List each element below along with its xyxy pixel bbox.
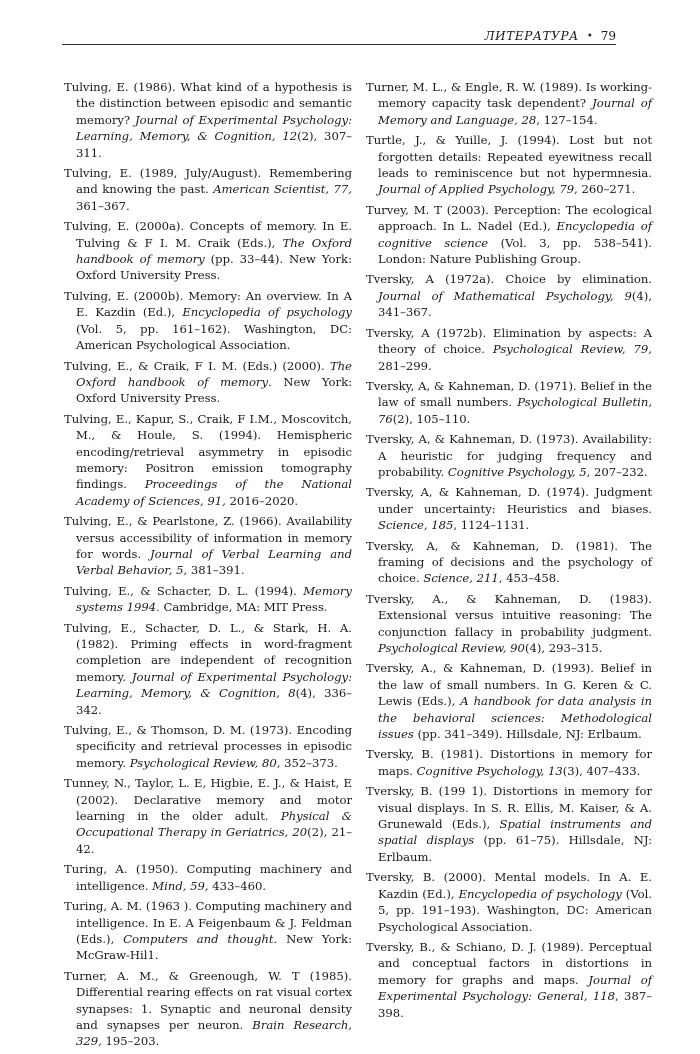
reference-source-italic: Journal of Memory and Language, 28,: [378, 96, 653, 127]
reference-source-italic: Memory systems 1994: [76, 583, 352, 615]
reference-text: Tversky, A, & Kahneman, D. (1981). The framing of decisions and the psychology of choice.: [366, 538, 652, 586]
running-title: ЛИТЕРАТУРА: [484, 29, 579, 43]
reference-source-italic: Science, 185: [378, 518, 454, 533]
reference-text: , 260–271.: [574, 182, 636, 197]
reference-text: . New York: McGraw-Hil1.: [76, 931, 352, 963]
reference-text: Tulving, E., & Pearlstone, Z. (1966). Availability versus accessibility of information in memory for words.: [64, 514, 352, 561]
reference-source-italic: Brain Research, 329,: [76, 1017, 352, 1049]
reference-text: (2), 21–42.: [76, 825, 353, 856]
reference-text: (4), 341–367.: [378, 288, 652, 320]
reference-text: Tulving, E. (2000b). Memory: An overview. In A E. Kazdin (Ed.),: [64, 288, 352, 320]
reference-source-italic: Cognitive Psychology, 13: [416, 763, 563, 778]
reference-source-italic: Science, 211: [423, 571, 499, 586]
reference-entry: [366, 79, 652, 128]
reference-source-italic: Psychological Review, 90: [378, 641, 525, 655]
reference-source-italic: A handbook for data analysis in the behavioral sciences: Methodological issues: [378, 694, 653, 742]
reference-entry: [366, 484, 652, 533]
reference-source-italic: Journal of Experimental Psychology: Learning, Memory, & Cognition, 8: [76, 669, 352, 701]
reference-text: Tversky, A (1972b). Elimination by aspects: A theory of choice.: [366, 325, 652, 357]
reference-text: Tulving, E., Kapur, S., Craik, F I.M., Moscovitch, M., & Houle, S. (1994). Hemispheric encoding/retrieval asymmetry in episodic memory: Positron emission tomography findings.: [64, 411, 352, 492]
reference-text: . New York: Oxford University Press.: [76, 374, 352, 406]
reference-source-italic: Cognitive Psychology, 5: [447, 464, 587, 479]
reference-text: Turing, A. (1950). Computing machinery and intelligence.: [64, 862, 352, 893]
reference-text: Tulving, E. (2000a). Concepts of memory. In E. Tulving & F I. M. Craik (Eds.),: [64, 219, 352, 250]
reference-text: Tversky, A (1972a). Choice by elimination.: [366, 272, 652, 287]
reference-text: Turtle, J., & Yuille, J. (1994). Lost but not forgotten details: Repeated eyewitness recall leads to reminiscence but not hypermnesia.: [366, 133, 652, 181]
reference-text: , 453–458.: [498, 571, 560, 586]
reference-text: , 381–391.: [183, 563, 245, 578]
header-bullet: •: [586, 30, 593, 42]
reference-entry: [366, 378, 652, 427]
reference-text: 195–203.: [101, 1034, 160, 1049]
reference-text: 352–373.: [280, 755, 338, 770]
reference-text: 127–154.: [539, 112, 598, 127]
reference-text: . Cambridge, MA: MIT Press.: [156, 600, 328, 615]
reference-entry: [64, 513, 352, 579]
reference-entry: [366, 271, 652, 320]
reference-text: Tulving, E., Schacter, D. L., & Stark, H. A. (1982). Priming effects in word-fragment completion are independent of recognition memory.: [64, 620, 352, 684]
running-header: [485, 29, 616, 43]
reference-text: Tversky, A, & Kahneman, D. (1973). Availability: A heuristic for judging frequency and probability.: [366, 432, 652, 479]
reference-source-italic: Journal of Mathematical Psychology, 9: [378, 288, 632, 303]
reference-text: Turner, M. L., & Engle, R. W. (1989). Is working-memory capacity task dependent?: [366, 80, 652, 111]
reference-text: Tulving, E. (1986). What kind of a hypothesis is the distinction between episodic and semantic memory?: [64, 80, 352, 127]
reference-entry: [64, 620, 352, 718]
reference-source-italic: Journal of Applied Psychology, 79: [378, 182, 575, 197]
reference-entry: [64, 218, 352, 284]
reference-text: Turvey, M. T (2003). Perception: The ecological approach. In L. Nadel (Ed.),: [366, 202, 652, 234]
reference-text: (Vol. 5, pp. 161–162). Washington, DC: American Psychological Association.: [76, 321, 352, 353]
reference-entry: [366, 132, 652, 198]
reference-source-italic: Psychological Review, 79,: [492, 342, 652, 357]
reference-text: 2016–2020.: [225, 493, 299, 508]
reference-entry: [64, 288, 352, 354]
reference-entry: [64, 968, 352, 1050]
reference-text: (4), 293–315.: [524, 641, 603, 655]
reference-text: Tversky, A., & Kahneman, D. (1983). Extensional versus intuitive reasoning: The conjunction fallacy in probability judgment.: [366, 591, 652, 639]
reference-entry: [366, 939, 652, 1021]
reference-source-italic: Encyclopedia of psychology: [458, 886, 622, 901]
reference-text: Tversky, A, & Kahneman, D. (1971). Belief in the law of small numbers.: [366, 378, 652, 410]
reference-text: Tversky, A, & Kahneman, D. (1974). Judgment under uncertainty: Heuristics and biases.: [366, 485, 652, 516]
reference-entry: [366, 746, 652, 779]
reference-text: Tversky, A., & Kahneman, D. (1993). Belief in the law of small numbers. In G. Keren & C. Lewis (Eds.),: [366, 661, 652, 709]
reference-source-italic: Proceedings of the National Academy of Sciences, 91,: [76, 477, 352, 508]
reference-entry: [366, 783, 652, 865]
reference-entry: [64, 165, 352, 214]
reference-text: Tulving, E., & Craik, F I. M. (Eds.) (2000).: [64, 358, 330, 373]
reference-text: Turing, A. M. (1963 ). Computing machinery and intelligence. In E. A Feigenbaum & J. Feldman (Eds.),: [64, 899, 352, 946]
reference-entry: [366, 538, 652, 587]
reference-entry: [366, 202, 652, 268]
reference-source-italic: Encyclopedia of cognitive science: [378, 219, 653, 250]
reference-entry: [366, 591, 652, 657]
reference-source-italic: Mind, 59,: [152, 878, 209, 893]
page-number: 79: [600, 29, 616, 43]
reference-entry: [64, 411, 352, 509]
reference-entry: [366, 869, 652, 935]
reference-text: , 1124–1131.: [453, 518, 530, 533]
reference-source-italic: Physical & Occupational Therapy in Geriatrics, 20: [76, 809, 352, 840]
reference-text: Turner, A. M., & Greenough, W. T (1985). Differential rearing effects on rat visual cortex synapses: 1. Synaptic and neuronal density and synapses per neuron.: [64, 968, 352, 1032]
reference-source-italic: Spatial instruments and spatial displays: [378, 817, 652, 848]
reference-source-italic: Journal of Verbal Learning and Verbal Behavior, 5: [76, 546, 352, 578]
reference-source-italic: American Scientist, 77,: [213, 182, 352, 197]
reference-text: Tulving, E. (1989, July/August). Remembering and knowing the past.: [64, 166, 352, 197]
reference-entry: [64, 358, 352, 407]
reference-entry: [64, 79, 352, 161]
reference-source-italic: Journal of Experimental Psychology: Learning, Memory, & Cognition, 12: [76, 112, 352, 144]
reference-text: (2), 105–110.: [392, 411, 471, 426]
reference-entry: [64, 583, 352, 616]
reference-entry: [64, 775, 352, 857]
reference-text: Tversky, B. (199 1). Distortions in memory for visual displays. In S. R. Ellis, M. Kaiser, & A. Grunewald (Eds.),: [366, 784, 652, 832]
reference-text: (Vol. 5, pp. 191–193). Washington, DC: American Psychological Association.: [378, 886, 653, 934]
reference-text: Tunney, N., Taylor, L. E, Higbie, E. J., & Haist, E (2002). Declarative memory and motor learning in the older adult.: [64, 776, 352, 824]
reference-entry: [366, 431, 652, 480]
reference-source-italic: Computers and thought: [123, 931, 274, 946]
reference-text: (pp. 341–349). Hillsdale, NJ: Erlbaum.: [413, 727, 642, 742]
reference-source-italic: Psychological Bulletin, 76: [378, 395, 653, 426]
reference-text: Tversky, B., & Schiano, D. J. (1989). Perceptual and conceptual factors in distortions in memory for graphs and maps.: [366, 939, 652, 987]
reference-text: 281–299.: [378, 358, 432, 373]
reference-source-italic: Journal of Experimental Psychology: General, 118: [378, 972, 653, 1004]
reference-source-italic: Encyclopedia of psychology: [182, 305, 352, 320]
reference-text: 361–367.: [76, 198, 130, 213]
reference-text: , 387–398.: [378, 989, 652, 1020]
reference-entry: [366, 660, 652, 742]
reference-column-right: [366, 79, 652, 1025]
reference-text: 433–460.: [208, 878, 267, 893]
reference-text: (Vol. 3, pp. 538–541). London: Nature Publishing Group.: [378, 235, 652, 267]
reference-text: (2), 307–311.: [76, 129, 352, 160]
reference-column-left: [64, 79, 352, 1054]
reference-entry: [64, 861, 352, 894]
reference-source-italic: The Oxford handbook of memory: [76, 358, 352, 389]
reference-text: Tversky, B. (2000). Mental models. In A. E. Kazdin (Ed.),: [366, 870, 652, 901]
reference-text: (3), 407–433.: [562, 763, 641, 778]
header-rule: [62, 44, 616, 45]
reference-text: (4), 336–342.: [76, 686, 352, 717]
reference-text: Tulving, E., & Thomson, D. M. (1973). Encoding specificity and retrieval processes in episodic memory.: [64, 723, 352, 770]
reference-text: (pp. 33–44). New York: Oxford University Press.: [76, 252, 352, 283]
reference-text: Tversky, B. (1981). Distortions in memory for maps.: [366, 747, 652, 778]
reference-source-italic: Psychological Review, 80,: [129, 755, 281, 770]
reference-entry: [64, 898, 352, 964]
reference-text: Tulving, E., & Schacter, D. L. (1994).: [64, 583, 304, 598]
reference-entry: [64, 722, 352, 771]
reference-text: (pp. 61–75). Hillsdale, NJ: Erlbaum.: [378, 833, 652, 864]
reference-entry: [366, 325, 652, 374]
reference-source-italic: The Oxford handbook of memory: [76, 235, 352, 267]
reference-text: , 207–232.: [586, 464, 648, 479]
